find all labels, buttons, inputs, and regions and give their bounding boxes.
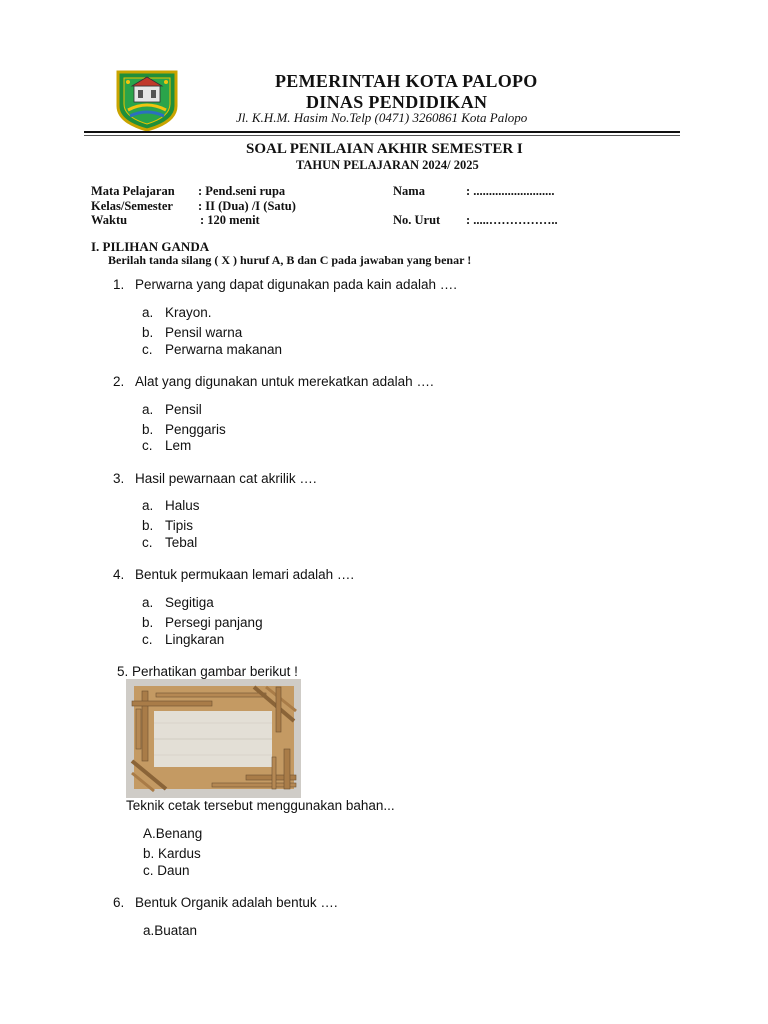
class-label: Kelas/Semester xyxy=(91,199,173,213)
option-marker: b. xyxy=(142,422,154,437)
option-marker: b. xyxy=(142,518,154,533)
option-marker: c. xyxy=(142,438,153,453)
class-value: : II (Dua) /I (Satu) xyxy=(198,199,296,213)
question-number: 5. xyxy=(117,664,129,679)
option-text[interactable]: Penggaris xyxy=(165,422,226,437)
option-text[interactable]: Perwarna makanan xyxy=(165,342,283,357)
option-text[interactable]: A.Benang xyxy=(143,826,203,841)
question-5 xyxy=(117,664,298,679)
question-6 xyxy=(113,895,338,910)
cardboard-frame-photo xyxy=(126,679,301,798)
subject-label: Mata Pelajaran xyxy=(91,184,175,198)
question-5-followup: Teknik cetak tersebut menggunakan bahan... xyxy=(126,798,395,813)
question-text: Hasil pewarnaan cat akrilik …. xyxy=(135,471,317,486)
name-field[interactable]: : .......................... xyxy=(466,184,555,198)
option-text[interactable]: Halus xyxy=(165,498,200,513)
time-label: Waktu xyxy=(91,213,128,227)
option-text[interactable]: Krayon. xyxy=(165,305,212,320)
option-text[interactable]: Segitiga xyxy=(165,595,214,610)
header-divider-thin xyxy=(84,135,680,136)
question-number: 2. xyxy=(113,374,125,389)
question-2 xyxy=(113,374,434,389)
option-marker: b. xyxy=(142,325,154,340)
palopo-city-emblem-icon xyxy=(114,70,180,132)
number-label: No. Urut xyxy=(393,213,441,227)
option-text[interactable]: c. Daun xyxy=(143,863,190,878)
option-marker: a. xyxy=(142,498,154,513)
question-text: Perwarna yang dapat digunakan pada kain adalah …. xyxy=(135,277,457,292)
option-marker: b. xyxy=(142,615,154,630)
question-number: 3. xyxy=(113,471,125,486)
exam-title: SOAL PENILAIAN AKHIR SEMESTER I xyxy=(246,141,523,157)
option-marker: c. xyxy=(142,535,153,550)
header-divider xyxy=(84,131,680,133)
section-instruction: Berilah tanda silang ( X ) huruf A, B dan C pada jawaban yang benar ! xyxy=(108,253,472,267)
option-marker: c. xyxy=(142,632,153,647)
subject-value: : Pend.seni rupa xyxy=(198,184,286,198)
option-marker: c. xyxy=(142,342,153,357)
question-3 xyxy=(113,471,317,486)
option-marker: a. xyxy=(142,402,154,417)
option-text[interactable]: Lem xyxy=(165,438,192,453)
name-label: Nama xyxy=(393,184,425,198)
number-field[interactable]: : .....…………….. xyxy=(466,213,558,227)
option-text[interactable]: b. Kardus xyxy=(143,846,201,861)
question-text: Alat yang digunakan untuk merekatkan adalah …. xyxy=(135,374,434,389)
option-text[interactable]: Lingkaran xyxy=(165,632,225,647)
question-number: 4. xyxy=(113,567,125,582)
question-number: 6. xyxy=(113,895,125,910)
option-text[interactable]: a.Buatan xyxy=(143,923,198,938)
option-marker: a. xyxy=(142,595,154,610)
question-text: Bentuk permukaan lemari adalah …. xyxy=(135,567,355,582)
time-value: : 120 menit xyxy=(200,213,260,227)
option-marker: a. xyxy=(142,305,154,320)
section-title: I. PILIHAN GANDA xyxy=(91,239,210,254)
option-text[interactable]: Pensil xyxy=(165,402,202,417)
question-text: Perhatikan gambar berikut ! xyxy=(132,664,298,679)
question-4 xyxy=(113,567,354,582)
department-name: DINAS PENDIDIKAN xyxy=(306,92,488,112)
option-text[interactable]: Tebal xyxy=(165,535,198,550)
question-number: 1. xyxy=(113,277,125,292)
government-name: PEMERINTAH KOTA PALOPO xyxy=(275,71,538,91)
office-address: Jl. K.H.M. Hasim No.Telp (0471) 3260861 Kota Palopo xyxy=(236,110,528,125)
option-text[interactable]: Persegi panjang xyxy=(165,615,263,630)
option-text[interactable]: Pensil warna xyxy=(165,325,243,340)
academic-year: TAHUN PELAJARAN 2024/ 2025 xyxy=(296,158,479,172)
option-text[interactable]: Tipis xyxy=(165,518,194,533)
question-text: Bentuk Organik adalah bentuk …. xyxy=(135,895,338,910)
question-1 xyxy=(113,277,457,292)
